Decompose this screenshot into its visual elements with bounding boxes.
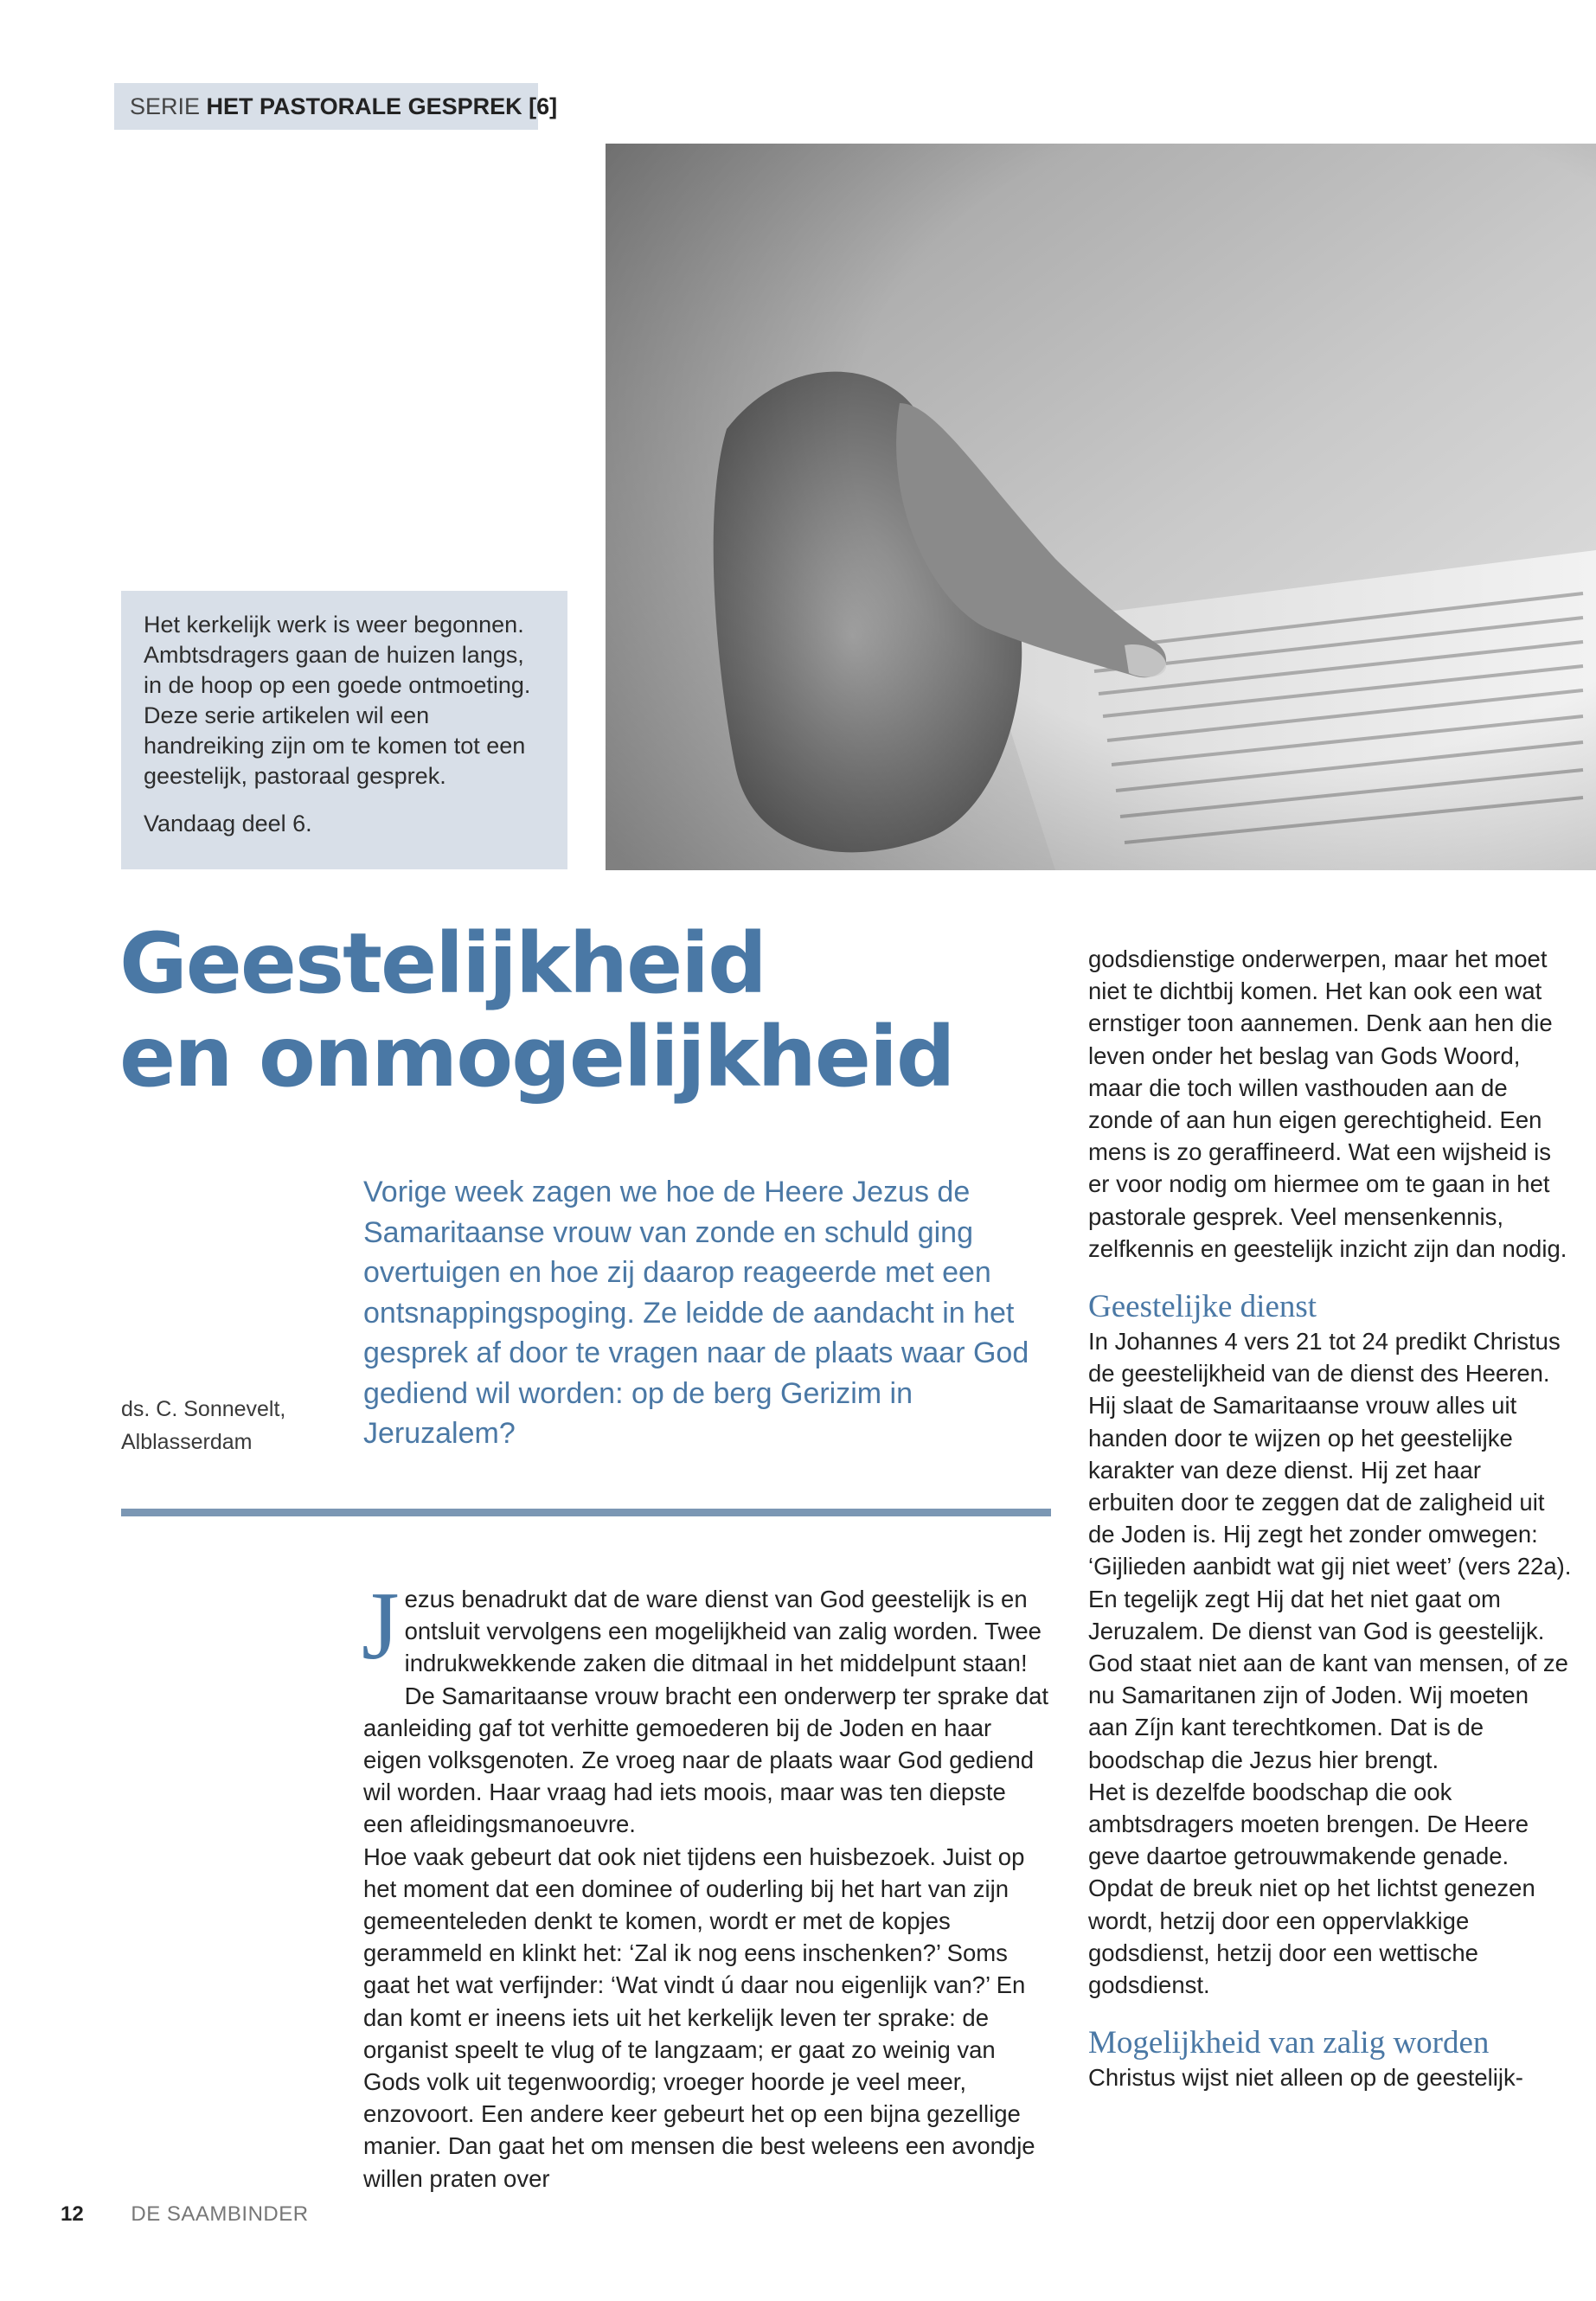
series-title: HET PASTORALE GESPREK [6]	[206, 93, 558, 119]
right-paragraph-1: godsdienstige onderwerpen, maar het moet niet te dichtbij komen. Het kan ook een wat ernstiger toon aannemen. Denk aan hen die leven onder het beslag van Gods Woord, maar die toch willen vasthouden aan de zonde of aan hun eigen gerechtigheid. Een mens is zo geraffineerd. Wat een wijsheid is er voor nodig om hiermee om te gaan in het pastorale gesprek. Veel mensenkennis, zelfkennis en geestelijk inzicht zijn dan nodig.	[1088, 945, 1567, 1262]
author-name: ds. C. Sonnevelt,	[121, 1397, 286, 1421]
lead-paragraph: Vorige week zagen we hoe de Heere Jezus de Samaritaanse vrouw van zonde en schuld ging overtuigen en hoe zij daarop reageerde met een ontsnappingspoging. Ze leidde de aandacht in het gesprek af door te vragen naar de plaats waar God gediend wil worden: op de berg Gerizim in Jeruzalem?	[363, 1176, 1029, 1450]
body-paragraph-1-text: ezus benadrukt dat de ware dienst van God geestelijk is en ontsluit vervolgens een mogelijkheid van zalig worden. Twee indrukwekkende zaken die ditmaal in het middelpunt staan! De Samaritaanse vrouw bracht een onderwerp ter sprake dat aanleiding gaf tot verhitte gemoederen bij de Joden en haar eigen volksgenoten. Ze vroeg naar de plaats waar God gediend wil worden. Haar vraag had iets moois, maar was ten diepste een afleidingsmanoeuvre.	[363, 1586, 1049, 1838]
intro-part: Vandaag deel 6.	[144, 811, 312, 836]
intro-text: Het kerkelijk werk is weer begonnen. Ambtsdragers gaan de huizen langs, in de hoop op een goede ontmoeting. Deze serie artikelen wil een handreiking zijn om te komen tot een geestelijk, pastoraal gesprek.	[144, 612, 531, 789]
page-footer	[61, 2197, 309, 2232]
author-byline	[121, 1393, 346, 1458]
right-paragraph-4: Christus wijst niet alleen op de geestelijk-	[1088, 2064, 1523, 2092]
page-number: 12	[61, 2202, 84, 2226]
author-place: Alblasserdam	[121, 1430, 253, 1454]
series-prefix: SERIE	[130, 93, 201, 119]
body-column-right	[1088, 943, 1573, 2094]
drop-cap: J	[362, 1573, 400, 1680]
header-photo	[606, 144, 1596, 870]
magazine-name: DE SAAMBINDER	[131, 2202, 309, 2226]
body-paragraph-2: Hoe vaak gebeurt dat ook niet tijdens een huisbezoek. Juist op het moment dat een dominee of ouderling bij het hart van zijn gemeenteleden denkt te komen, wordt er met de kopjes gerammeld en klinkt het: ‘Zal ik nog eens inschenken?’ Soms gaat het wat verfijnder: ‘Wat vindt ú daar nou eigenlijk van?’ En dan komt er ineens iets uit het kerkelijk leven ter sprake: de organist speelt te vlug of te langzaam; er gaat zo weinig van Gods volk uit tegenwoordig; vroeger hoorde je veel meer, enzovoort. Een andere keer gebeurt het op een bijna gezellige manier. Dan gaat het om mensen die best weleens een avondje willen praten over	[363, 1843, 1035, 2192]
finger-on-bible-image	[606, 144, 1596, 870]
divider-rule	[121, 1509, 1051, 1516]
article-title	[119, 917, 1054, 1104]
article-title-line2: en onmogelijkheid	[119, 1009, 954, 1106]
right-paragraph-3: Het is dezelfde boodschap die ook ambtsdragers moeten brengen. De Heere geve daartoe getrouwmakende genade. Opdat de breuk niet op het lichtst genezen wordt, hetzij door een oppervlakkige godsdienst, hetzij door een wettische godsdienst.	[1088, 1778, 1535, 1999]
body-column-left	[362, 1573, 1051, 2195]
body-paragraph-1	[362, 1573, 1051, 1841]
article-title-line1: Geestelijkheid	[119, 915, 766, 1012]
series-tag	[114, 83, 558, 130]
intro-box	[121, 591, 567, 869]
right-paragraph-2: In Johannes 4 vers 21 tot 24 predikt Christus de geestelijkheid van de dienst des Heeren. Hij slaat de Samaritaanse vrouw alles uit handen door te wijzen op het geestelijke karakter van deze dienst. Hij zet haar erbuiten door te zeggen dat de zaligheid uit de Joden is. Hij zegt het zonder omwegen: ‘Gijlieden aanbidt wat gij niet weet’ (vers 22a). En tegelijk zegt Hij dat het niet gaat om Jeruzalem. De dienst van God is geestelijk. God staat niet aan de kant van mensen, of ze nu Samaritanen zijn of Joden. Wij moeten aan Zíjn kant terechtkomen. Dat is de boodschap die Jezus hier brengt.	[1088, 1328, 1572, 1773]
subhead-mogelijkheid: Mogelijkheid van zalig worden	[1088, 2025, 1490, 2061]
subhead-geestelijke-dienst: Geestelijke dienst	[1088, 1289, 1317, 1325]
